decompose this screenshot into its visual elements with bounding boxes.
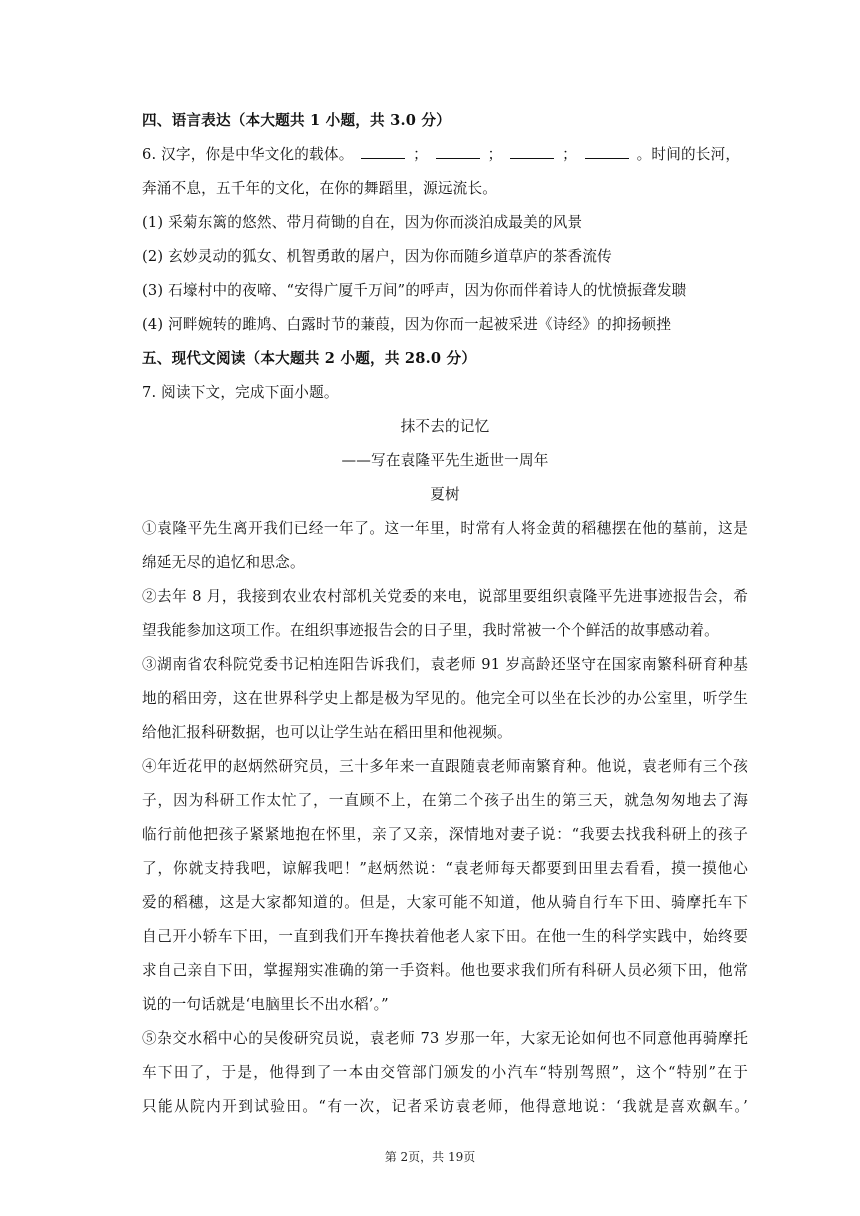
article-line: 了，你就支持我吧，谅解我吧！”赵炳然说：“袁老师每天都要到田里去看看，摸一摸他心	[142, 860, 748, 877]
section-heading-language-expression: 四、语言表达（本大题共 1 小题，共 3.0 分）	[142, 112, 451, 129]
blank-separator: ；	[562, 146, 577, 163]
page-footer: 第 2页，共 19页	[384, 1150, 476, 1164]
option-2: (2) 玄妙灵动的狐女、机智勇敢的屠户，因为你而随乡道草庐的茶香流传	[142, 248, 612, 265]
answer-blank-2[interactable]	[436, 142, 480, 159]
question-7-intro: 7. 阅读下文，完成下面小题。	[142, 384, 339, 401]
article-line: ④年近花甲的赵炳然研究员，三十多年来一直跟随袁老师南繁育种。他说，袁老师有三个孩	[142, 758, 748, 775]
option-4: (4) 河畔婉转的雎鸠、白露时节的蒹葭，因为你而一起被采进《诗经》的抑扬顿挫	[142, 316, 672, 333]
article-line: 只能从院内开到试验田。“有一次，记者采访袁老师，他得意地说：‘我就是喜欢飙车。’	[142, 1098, 748, 1115]
article-line: 爱的稻穗，这是大家都知道的。但是，大家可能不知道，他从骑自行车下田、骑摩托车下	[142, 894, 748, 911]
article-line: 求自己亲自下田，掌握翔实准确的第一手资料。他也要求我们所有科研人员必须下田，他常	[142, 962, 748, 979]
article-line: 子，因为科研工作太忙了，一直顾不上，在第二个孩子出生的第三天，就急匆匆地去了海	[142, 792, 748, 809]
article-line: 车下田了，于是，他得到了一本由交管部门颁发的小汽车“特别驾照”，这个“特别”在于	[142, 1064, 748, 1081]
blank-separator: ；	[413, 146, 428, 163]
article-line: 地的稻田旁，这在世界科学史上都是极为罕见的。他完全可以坐在长沙的办公室里，听学生	[142, 690, 748, 707]
answer-blank-1[interactable]	[361, 142, 405, 159]
question-6-suffix: 。时间的长河，	[636, 146, 741, 163]
article-line: ⑤杂交水稻中心的吴俊研究员说，袁老师 73 岁那一年，大家无论如何也不同意他再骑摩托	[142, 1030, 748, 1047]
option-3: (3) 石壕村中的夜啼、“安得广厦千万间”的呼声，因为你而伴着诗人的忧愤振聋发聩	[142, 282, 687, 299]
question-6-line-2: 奔涌不息，五千年的文化，在你的舞蹈里，源远流长。	[142, 180, 498, 197]
article-body	[142, 512, 748, 1124]
article-line: 绵延无尽的追忆和思念。	[142, 554, 305, 571]
question-6-line-1	[142, 138, 748, 172]
article-line: 望我能参加这项工作。在组织事迹报告会的日子里，我时常被一个个鲜活的故事感动着。	[142, 622, 719, 639]
answer-blank-4[interactable]	[585, 142, 629, 159]
article-author: 夏树	[430, 486, 460, 503]
article-line: ②去年 8 月，我接到农业农村部机关党委的来电，说部里要组织袁隆平先进事迹报告会，希	[142, 588, 748, 605]
article-line: 说的一句话就是‘电脑里长不出水稻’。”	[142, 996, 389, 1013]
article-subtitle: ——写在袁隆平先生逝世一周年	[341, 452, 549, 469]
answer-blank-3[interactable]	[510, 142, 554, 159]
article-line: ①袁隆平先生离开我们已经一年了。这一年里，时常有人将金黄的稻穗摆在他的墓前，这是	[142, 520, 748, 537]
article-line: 给他汇报科研数据，也可以让学生站在稻田里和他视频。	[142, 724, 512, 741]
article-line: ③湖南省农科院党委书记柏连阳告诉我们，袁老师 91 岁高龄还坚守在国家南繁科研育种基	[142, 656, 748, 673]
article-line: 自己开小轿车下田，一直到我们开车搀扶着他老人家下田。在他一生的科学实践中，始终要	[142, 928, 748, 945]
question-6-prefix: 6. 汉字，你是中华文化的载体。	[142, 146, 354, 163]
blank-separator: ；	[487, 146, 503, 163]
article-line: 临行前他把孩子紧紧地抱在怀里，亲了又亲，深情地对妻子说：“我要去找我科研上的孩子	[142, 826, 748, 843]
option-1: (1) 采菊东篱的悠然、带月荷锄的自在，因为你而淡泊成最美的风景	[142, 214, 583, 231]
page-content	[142, 104, 748, 1124]
article-title: 抹不去的记忆	[400, 418, 490, 435]
section-heading-modern-reading: 五、现代文阅读（本大题共 2 小题，共 28.0 分）	[142, 350, 477, 367]
